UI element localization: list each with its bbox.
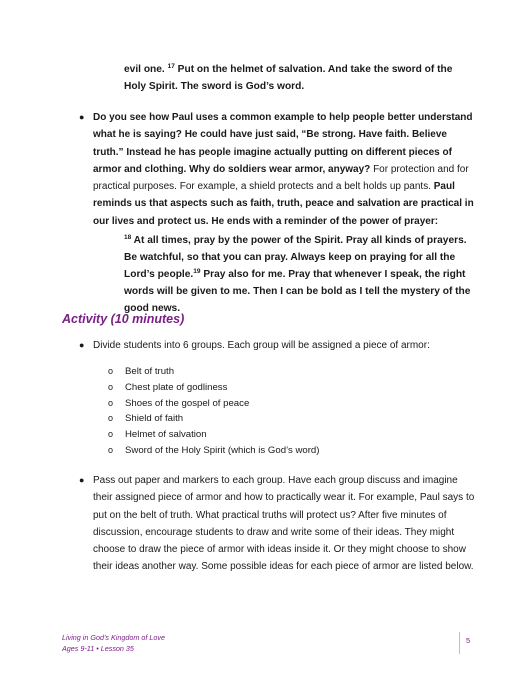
bullet-icon: ●: [79, 475, 85, 485]
list-item: o Chest plate of godliness: [108, 380, 319, 396]
circle-bullet-icon: o: [108, 413, 114, 424]
circle-bullet-icon: o: [108, 381, 114, 392]
scripture-quote-ephesians-6-18-19: $^{18}$ At all times, pray by the power of the Spirit. Pray all kinds of prayers. Be watchful, so that you can pray. Always keep on praying for all the Lord’s people.$^{19}$ Pray also for me. Pray that whenever I speak, the right words will be given to me. Then I can be bold as I tell the mystery of the good news.: [124, 234, 471, 314]
list-item: o Shoes of the gospel of peace: [108, 396, 319, 412]
circle-bullet-icon: o: [108, 366, 114, 376]
verse-number: 18: [124, 234, 132, 241]
list-item: o Shield of faith: [108, 411, 319, 427]
footer-divider: [459, 632, 460, 654]
list-item: o Sword of the Holy Spirit (which is God’s word): [108, 443, 319, 459]
page-number: 5: [466, 636, 471, 645]
activity-heading: Activity (10 minutes): [62, 312, 185, 326]
list-item: o Belt of truth: [108, 364, 319, 380]
circle-bullet-icon: o: [108, 444, 114, 455]
page-footer: [62, 632, 165, 654]
armor-list: [108, 364, 319, 459]
list-item: o Helmet of salvation: [108, 427, 319, 443]
activity-instruction-bullet: ● Divide students into 6 groups. Each group will be assigned a piece of armor:: [93, 337, 478, 354]
verse-number: 17: [167, 63, 175, 70]
bullet-icon: ●: [79, 340, 85, 350]
circle-bullet-icon: o: [108, 429, 114, 440]
verse-number: 19: [193, 268, 201, 275]
circle-bullet-icon: o: [108, 397, 114, 408]
footer-title: Living in God’s Kingdom of Love: [62, 633, 165, 642]
bullet-icon: ●: [79, 112, 85, 122]
scripture-quote-ephesians-6-16-17: evil one. $^{17}$ Put on the helmet of salvation. And take the sword of the Holy Spirit. The sword is God’s word.: [124, 63, 453, 92]
footer-subtitle: Ages 9-11 • Lesson 35: [62, 644, 134, 653]
discussion-bullet: ● Do you see how Paul uses a common example to help people better understand what he is saying? He could have just said, “Be strong. Have faith. Believe truth.” Instead he has people imagine actually putting on different pieces of armor and clothing. Why do soldiers wear armor, anyway? For protection and for practical purposes. For example, a shield protects and a belt holds up pants. Paul reminds us that aspects such as faith, truth, peace and salvation are practical in our lives and protect us. He ends with a reminder of the power of prayer:: [93, 109, 478, 230]
activity-instruction-bullet: ● Pass out paper and markers to each group. Have each group discuss and imagine their assigned piece of armor and how to practically wear it. For example, Paul says to put on the belt of truth. What practical truths will protect us? After five minutes of discussion, encourage students to draw and write some of their ideas. They might choose to draw the piece of armor with ideas inside it. Or they might choose to show their ideas another way. Some possible ideas for each piece of armor are listed below.: [93, 472, 478, 576]
